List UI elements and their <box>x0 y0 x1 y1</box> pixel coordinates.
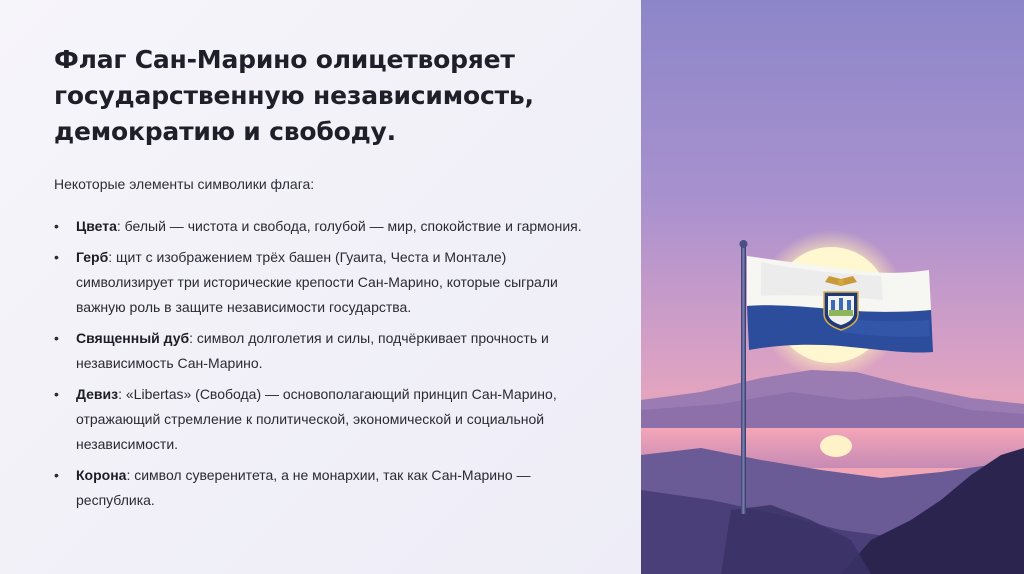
flagpole-finial <box>740 240 748 248</box>
bullet-text: : символ суверенитета, а не монархии, так как Сан-Марино — республика. <box>76 467 531 508</box>
sunset-flag-image <box>641 0 1024 574</box>
bullet-term: Девиз <box>76 386 119 402</box>
bullet-text: : «Libertas» (Свобода) — основополагающий принцип Сан-Марино, отражающий стремление к политической, экономической и социальной независимости. <box>76 386 557 452</box>
bullet-list <box>54 214 594 519</box>
sun-reflection <box>820 435 852 457</box>
bullet-text: : символ долголетия и силы, подчёркивает прочность и независимость Сан-Марино. <box>76 330 549 371</box>
bullet-item-motto <box>54 382 594 457</box>
bullet-text: : белый — чистота и свобода, голубой — мир, спокойствие и гармония. <box>116 218 582 234</box>
bullet-term: Священный дуб <box>76 330 190 346</box>
bullet-term: Герб <box>76 249 109 265</box>
bullet-item-coat-of-arms <box>54 245 594 320</box>
bullet-dot: • <box>54 249 59 265</box>
bullet-item-crown <box>54 463 594 513</box>
intro-text: Некоторые элементы символики флага: <box>54 176 315 192</box>
bullet-dot: • <box>54 330 59 346</box>
bullet-dot: • <box>54 386 59 402</box>
bullet-term: Цвета <box>76 218 117 234</box>
flagpole <box>741 246 746 514</box>
slide-title: Флаг Сан-Марино олицетворяет государственную независимость, демократию и свободу. <box>54 45 534 146</box>
flag-illustration <box>641 0 1024 574</box>
bullet-dot: • <box>54 218 59 234</box>
bullet-text: : щит с изображением трёх башен (Гуаита, Честа и Монтале) символизирует три исторические крепости Сан-Марино, которые сыграли важную роль в защите независимости государства. <box>76 249 558 315</box>
bullet-term: Корона <box>76 467 127 483</box>
bullet-dot: • <box>54 467 59 483</box>
bullet-item-oak <box>54 326 594 376</box>
bullet-item-colors <box>54 214 594 239</box>
